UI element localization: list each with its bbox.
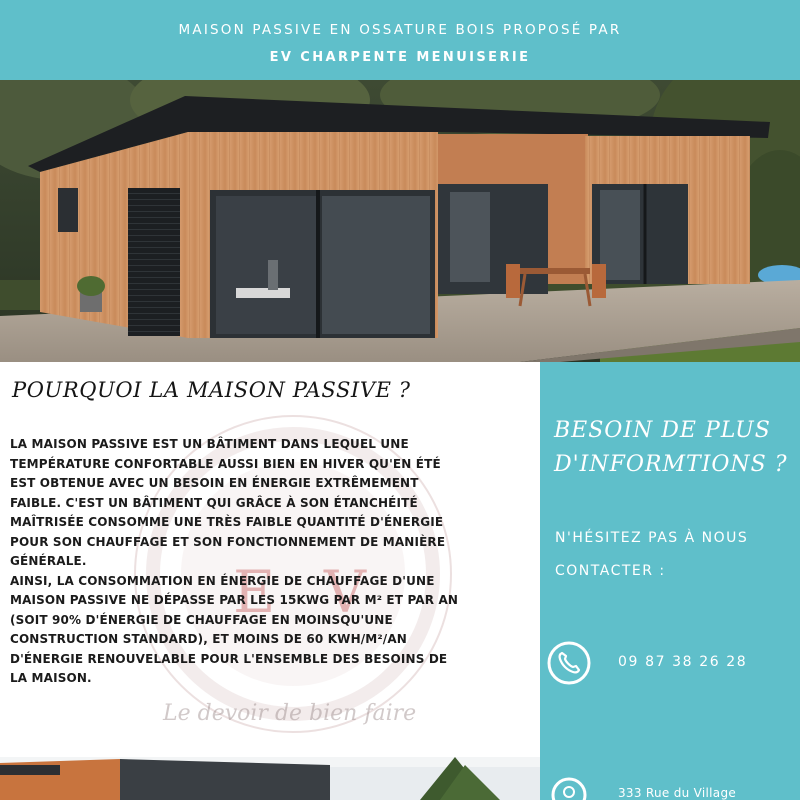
phone-icon[interactable] bbox=[546, 640, 592, 686]
watermark-letter-e: E bbox=[233, 558, 276, 626]
section-title: POURQUOI LA MAISON PASSIVE ? bbox=[12, 378, 411, 402]
paragraph-definition: LA MAISON PASSIVE EST UN BÂTIMENT DANS LEQUEL UNE TEMPÉRATURE CONFORTABLE AUSSI BIEN EN HIVER QU'EN ÉTÉ EST OBTENUE AVEC UN BESOIN EN ÉNERGIE EXTRÊMEMENT FAIBLE. C'EST UN BÂTIMENT QUI GRÂCE À SON ÉTANCHÉITÉ MAÎTRISÉE CONSOMME UNE TRÈS FAIBLE QUANTITÉ D'ÉNERGIE POUR SON CHAUFFAGE ET SON FONCTIONNEMENT DE MANIÈRE GÉNÉRALE. bbox=[10, 437, 446, 568]
phone-number[interactable]: 09 87 38 26 28 bbox=[618, 654, 748, 670]
sidebar-text: N'HÉSITEZ PAS À NOUS CONTACTER : bbox=[555, 530, 749, 579]
sidebar-title: BESOIN DE PLUS D'INFORMTIONS ? bbox=[554, 418, 788, 477]
watermark-letter-v: V bbox=[324, 558, 366, 626]
location-pin-icon bbox=[550, 776, 588, 800]
company-name: EV CHARPENTE MENUISERIE bbox=[269, 50, 531, 65]
banner-subtitle: MAISON PASSIVE EN OSSATURE BOIS PROPOSÉ PAR bbox=[178, 22, 622, 38]
top-banner bbox=[0, 0, 800, 80]
paragraph-consumption: AINSI, LA CONSOMMATION EN ÉNERGIE DE CHAUFFAGE D'UNE MAISON PASSIVE NE DÉPASSE PAR LES 15KWG PAR M² ET PAR AN (SOIT 90% D'ÉNERGIE DE CHAUFFAGE EN MOINSQU'UNE CONSTRUCTION STANDARD), ET MOINS DE 60 KWH/M²/AN D'ÉNERGIE RENOUVELABLE POUR L'ENSEMBLE DES BESOINS DE LA MAISON. bbox=[10, 573, 459, 685]
watermark-motto: Le devoir de bien faire bbox=[163, 701, 417, 726]
bottom-house-photo bbox=[0, 757, 540, 800]
body-text bbox=[10, 435, 532, 689]
address: 333 Rue du Village bbox=[618, 786, 737, 800]
contact-sidebar bbox=[540, 362, 800, 800]
why-passive-section bbox=[0, 362, 540, 757]
hero-house-photo bbox=[0, 80, 800, 362]
